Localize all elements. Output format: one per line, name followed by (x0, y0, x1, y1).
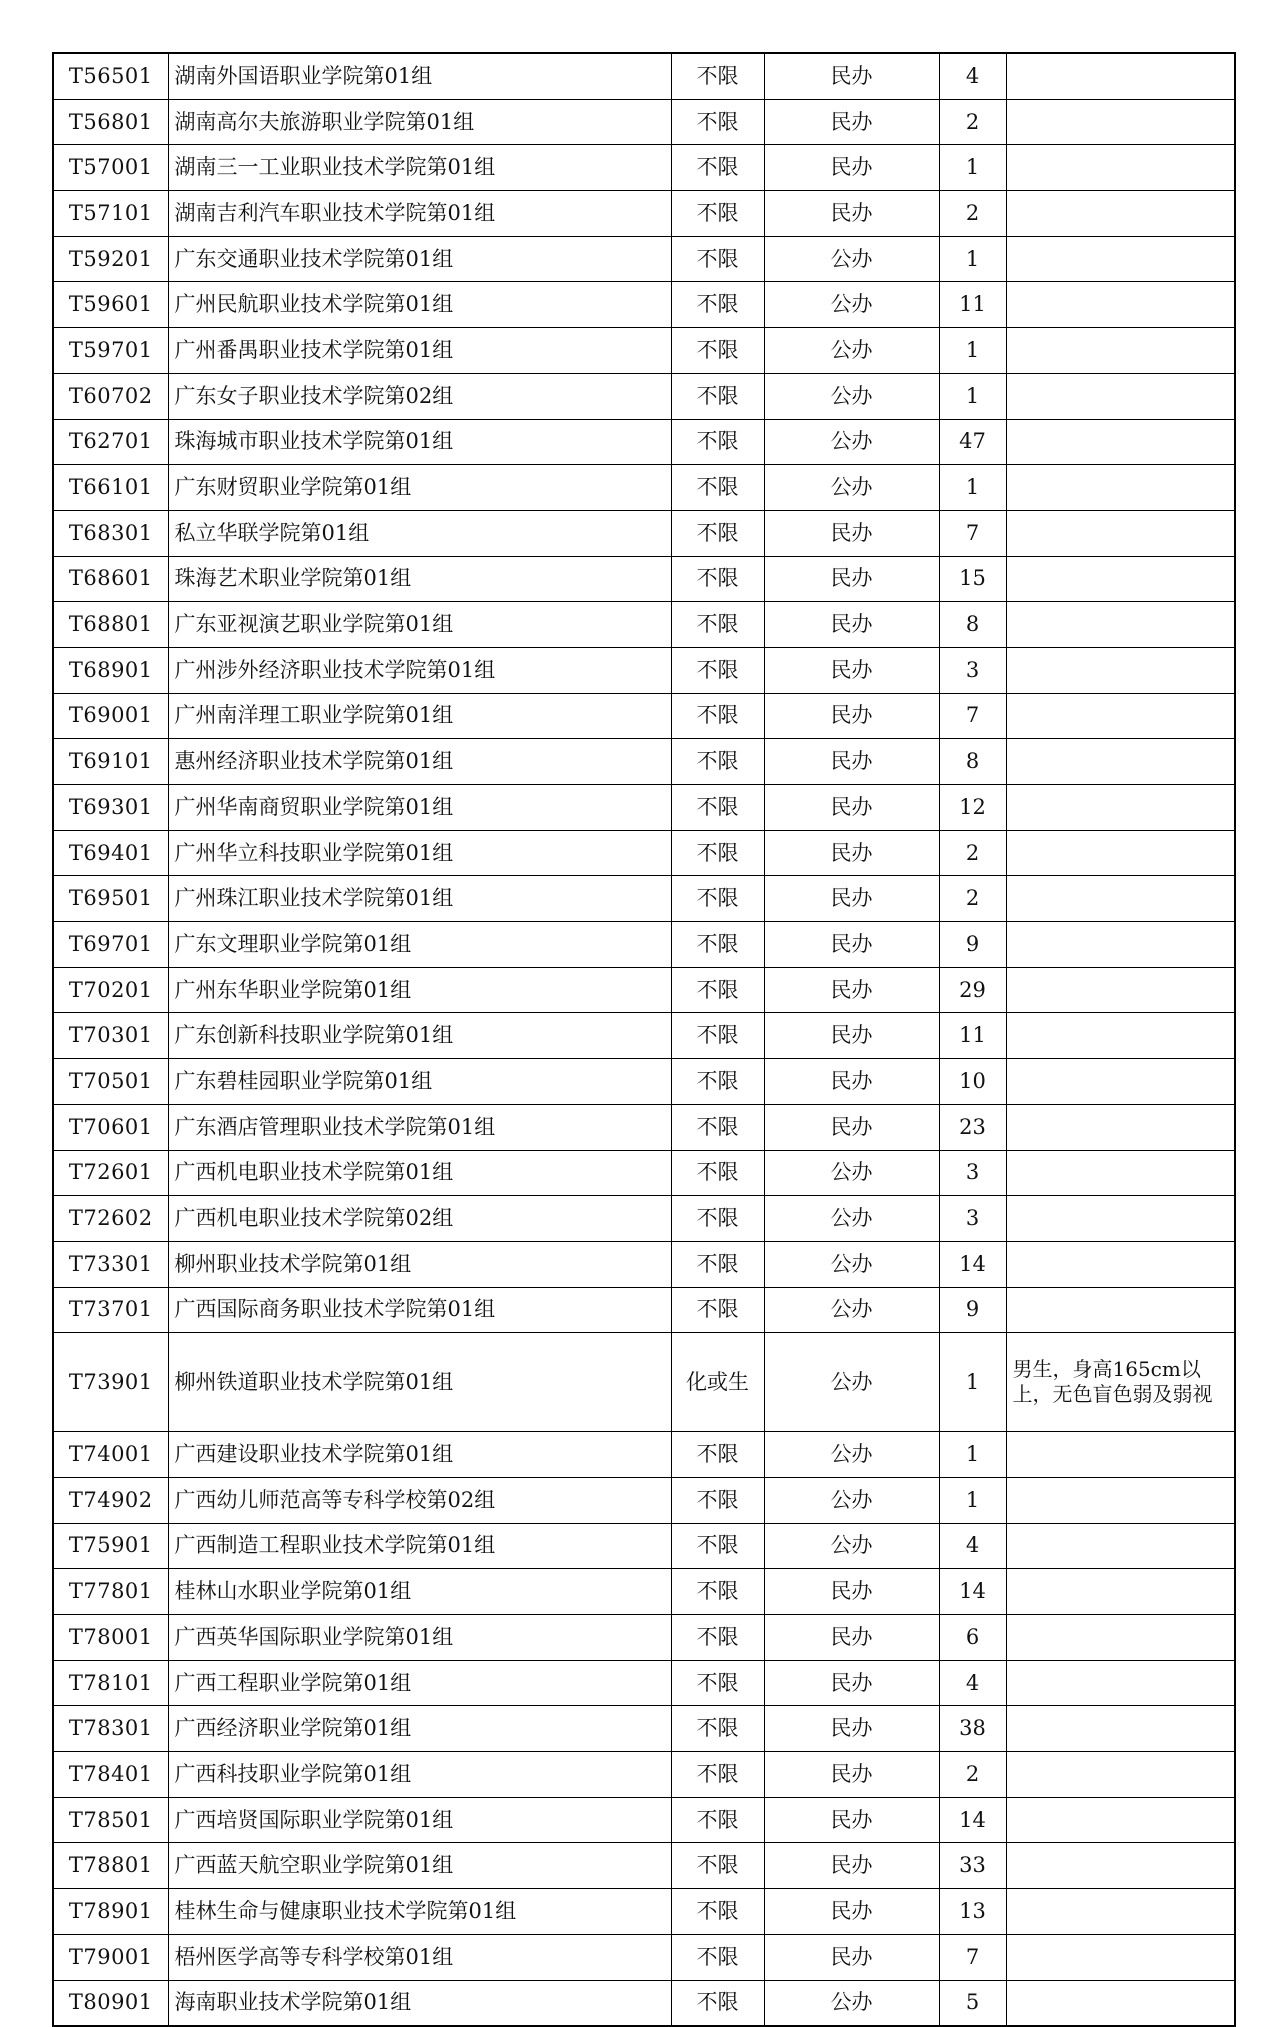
school-group-name-cell: 广东交通职业技术学院第01组 (168, 236, 671, 282)
remark-cell (1006, 1752, 1235, 1798)
school-group-name-cell: 广东亚视演艺职业学院第01组 (168, 602, 671, 648)
school-type-cell: 公办 (764, 1980, 939, 2026)
enrollment-plan-table (52, 52, 1236, 2027)
school-type-cell: 民办 (764, 876, 939, 922)
subject-requirement-cell: 不限 (671, 373, 764, 419)
plan-count-cell: 9 (939, 922, 1006, 968)
school-group-name-cell: 广西英华国际职业学院第01组 (168, 1615, 671, 1661)
remark-cell (1006, 1059, 1235, 1105)
school-group-name-cell: 广西制造工程职业技术学院第01组 (168, 1523, 671, 1569)
remark-cell (1006, 1241, 1235, 1287)
group-code-cell: T75901 (53, 1523, 168, 1569)
plan-count-cell: 33 (939, 1843, 1006, 1889)
school-group-name-cell: 广州民航职业技术学院第01组 (168, 282, 671, 328)
school-group-name-cell: 桂林生命与健康职业技术学院第01组 (168, 1889, 671, 1935)
group-code-cell: T78301 (53, 1706, 168, 1752)
school-group-name-cell: 广西机电职业技术学院第01组 (168, 1150, 671, 1196)
remark-cell (1006, 145, 1235, 191)
school-group-name-cell: 珠海城市职业技术学院第01组 (168, 419, 671, 465)
school-type-cell: 民办 (764, 1706, 939, 1752)
plan-count-cell: 5 (939, 1980, 1006, 2026)
subject-requirement-cell: 不限 (671, 510, 764, 556)
school-type-cell: 民办 (764, 602, 939, 648)
remark-cell (1006, 99, 1235, 145)
table-row (53, 145, 1235, 191)
remark-cell (1006, 465, 1235, 511)
plan-count-cell: 2 (939, 1752, 1006, 1798)
school-type-cell: 公办 (764, 1150, 939, 1196)
subject-requirement-cell: 不限 (671, 922, 764, 968)
table-row (53, 922, 1235, 968)
subject-requirement-cell: 不限 (671, 53, 764, 99)
school-type-cell: 公办 (764, 1477, 939, 1523)
plan-count-cell: 7 (939, 1934, 1006, 1980)
plan-count-cell: 14 (939, 1569, 1006, 1615)
enrollment-plan-sheet (52, 52, 1234, 2027)
group-code-cell: T60702 (53, 373, 168, 419)
group-code-cell: T74902 (53, 1477, 168, 1523)
school-type-cell: 民办 (764, 53, 939, 99)
table-row (53, 1104, 1235, 1150)
school-type-cell: 民办 (764, 1889, 939, 1935)
remark-cell (1006, 739, 1235, 785)
table-row (53, 1196, 1235, 1242)
plan-count-cell: 2 (939, 830, 1006, 876)
school-group-name-cell: 广州华立科技职业学院第01组 (168, 830, 671, 876)
school-group-name-cell: 桂林山水职业学院第01组 (168, 1569, 671, 1615)
plan-count-cell: 14 (939, 1797, 1006, 1843)
subject-requirement-cell: 不限 (671, 830, 764, 876)
table-row (53, 465, 1235, 511)
school-type-cell: 公办 (764, 282, 939, 328)
group-code-cell: T59201 (53, 236, 168, 282)
group-code-cell: T57001 (53, 145, 168, 191)
group-code-cell: T68301 (53, 510, 168, 556)
school-type-cell: 公办 (764, 328, 939, 374)
school-group-name-cell: 广州南洋理工职业学院第01组 (168, 693, 671, 739)
subject-requirement-cell: 不限 (671, 739, 764, 785)
remark-cell (1006, 1660, 1235, 1706)
school-group-name-cell: 湖南高尔夫旅游职业学院第01组 (168, 99, 671, 145)
school-group-name-cell: 广州涉外经济职业技术学院第01组 (168, 647, 671, 693)
subject-requirement-cell: 不限 (671, 1432, 764, 1478)
plan-count-cell: 15 (939, 556, 1006, 602)
subject-requirement-cell: 不限 (671, 465, 764, 511)
remark-cell (1006, 236, 1235, 282)
subject-requirement-cell: 不限 (671, 1059, 764, 1105)
plan-count-cell: 1 (939, 373, 1006, 419)
school-group-name-cell: 私立华联学院第01组 (168, 510, 671, 556)
subject-requirement-cell: 不限 (671, 1615, 764, 1661)
school-type-cell: 民办 (764, 1104, 939, 1150)
table-row (53, 373, 1235, 419)
subject-requirement-cell: 不限 (671, 1980, 764, 2026)
group-code-cell: T69101 (53, 739, 168, 785)
group-code-cell: T78101 (53, 1660, 168, 1706)
school-type-cell: 公办 (764, 373, 939, 419)
plan-count-cell: 13 (939, 1889, 1006, 1935)
table-row (53, 1752, 1235, 1798)
school-group-name-cell: 广西国际商务职业技术学院第01组 (168, 1287, 671, 1333)
plan-count-cell: 1 (939, 328, 1006, 374)
subject-requirement-cell: 不限 (671, 236, 764, 282)
school-type-cell: 民办 (764, 1752, 939, 1798)
school-type-cell: 民办 (764, 1615, 939, 1661)
table-row (53, 1477, 1235, 1523)
plan-count-cell: 1 (939, 1333, 1006, 1432)
table-row (53, 53, 1235, 99)
remark-cell (1006, 1523, 1235, 1569)
remark-cell (1006, 1843, 1235, 1889)
table-row (53, 1615, 1235, 1661)
table-row (53, 1523, 1235, 1569)
plan-count-cell: 8 (939, 739, 1006, 785)
group-code-cell: T59601 (53, 282, 168, 328)
group-code-cell: T73901 (53, 1333, 168, 1432)
table-row (53, 693, 1235, 739)
school-type-cell: 民办 (764, 1843, 939, 1889)
table-row (53, 1980, 1235, 2026)
plan-count-cell: 7 (939, 693, 1006, 739)
plan-count-cell: 6 (939, 1615, 1006, 1661)
school-type-cell: 民办 (764, 1797, 939, 1843)
plan-count-cell: 11 (939, 282, 1006, 328)
remark-cell (1006, 1477, 1235, 1523)
remark-cell (1006, 53, 1235, 99)
group-code-cell: T77801 (53, 1569, 168, 1615)
group-code-cell: T66101 (53, 465, 168, 511)
remark-cell (1006, 1706, 1235, 1752)
group-code-cell: T73701 (53, 1287, 168, 1333)
plan-count-cell: 8 (939, 602, 1006, 648)
school-type-cell: 民办 (764, 1569, 939, 1615)
school-group-name-cell: 广州珠江职业技术学院第01组 (168, 876, 671, 922)
school-group-name-cell: 广西科技职业学院第01组 (168, 1752, 671, 1798)
subject-requirement-cell: 不限 (671, 1569, 764, 1615)
subject-requirement-cell: 不限 (671, 1104, 764, 1150)
remark-cell (1006, 602, 1235, 648)
school-group-name-cell: 湖南外国语职业学院第01组 (168, 53, 671, 99)
school-type-cell: 公办 (764, 1287, 939, 1333)
remark-cell (1006, 1615, 1235, 1661)
school-type-cell: 民办 (764, 1660, 939, 1706)
remark-cell (1006, 282, 1235, 328)
group-code-cell: T70201 (53, 967, 168, 1013)
table-row (53, 556, 1235, 602)
plan-count-cell: 4 (939, 1523, 1006, 1569)
group-code-cell: T78001 (53, 1615, 168, 1661)
table-row (53, 647, 1235, 693)
plan-count-cell: 2 (939, 99, 1006, 145)
group-code-cell: T78901 (53, 1889, 168, 1935)
group-code-cell: T73301 (53, 1241, 168, 1287)
table-body (53, 53, 1235, 2026)
group-code-cell: T69401 (53, 830, 168, 876)
group-code-cell: T72602 (53, 1196, 168, 1242)
plan-count-cell: 14 (939, 1241, 1006, 1287)
school-group-name-cell: 广东创新科技职业学院第01组 (168, 1013, 671, 1059)
group-code-cell: T68801 (53, 602, 168, 648)
plan-count-cell: 2 (939, 191, 1006, 237)
table-row (53, 1797, 1235, 1843)
school-type-cell: 民办 (764, 99, 939, 145)
school-group-name-cell: 广州华南商贸职业学院第01组 (168, 785, 671, 831)
table-row (53, 1150, 1235, 1196)
subject-requirement-cell: 不限 (671, 145, 764, 191)
school-type-cell: 民办 (764, 510, 939, 556)
table-row (53, 1889, 1235, 1935)
remark-cell (1006, 1013, 1235, 1059)
plan-count-cell: 1 (939, 465, 1006, 511)
subject-requirement-cell: 不限 (671, 556, 764, 602)
group-code-cell: T70501 (53, 1059, 168, 1105)
table-row (53, 967, 1235, 1013)
school-type-cell: 民办 (764, 647, 939, 693)
remark-cell: 男生，身高165cm以上，无色盲色弱及弱视 (1006, 1333, 1235, 1432)
remark-cell (1006, 1797, 1235, 1843)
table-row (53, 99, 1235, 145)
subject-requirement-cell: 不限 (671, 876, 764, 922)
table-row (53, 1241, 1235, 1287)
plan-count-cell: 3 (939, 1196, 1006, 1242)
school-type-cell: 民办 (764, 967, 939, 1013)
remark-cell (1006, 556, 1235, 602)
subject-requirement-cell: 不限 (671, 1523, 764, 1569)
school-type-cell: 公办 (764, 1523, 939, 1569)
table-row (53, 236, 1235, 282)
subject-requirement-cell: 不限 (671, 419, 764, 465)
group-code-cell: T62701 (53, 419, 168, 465)
subject-requirement-cell: 不限 (671, 785, 764, 831)
school-group-name-cell: 柳州职业技术学院第01组 (168, 1241, 671, 1287)
group-code-cell: T69001 (53, 693, 168, 739)
remark-cell (1006, 967, 1235, 1013)
plan-count-cell: 10 (939, 1059, 1006, 1105)
subject-requirement-cell: 不限 (671, 1797, 764, 1843)
school-group-name-cell: 广西蓝天航空职业学院第01组 (168, 1843, 671, 1889)
plan-count-cell: 12 (939, 785, 1006, 831)
group-code-cell: T72601 (53, 1150, 168, 1196)
school-group-name-cell: 广东财贸职业学院第01组 (168, 465, 671, 511)
table-row (53, 1660, 1235, 1706)
group-code-cell: T78801 (53, 1843, 168, 1889)
school-type-cell: 公办 (764, 1432, 939, 1478)
group-code-cell: T69701 (53, 922, 168, 968)
remark-cell (1006, 373, 1235, 419)
plan-count-cell: 2 (939, 876, 1006, 922)
school-type-cell: 民办 (764, 191, 939, 237)
group-code-cell: T79001 (53, 1934, 168, 1980)
subject-requirement-cell: 不限 (671, 1843, 764, 1889)
school-type-cell: 民办 (764, 693, 939, 739)
plan-count-cell: 23 (939, 1104, 1006, 1150)
subject-requirement-cell: 不限 (671, 1706, 764, 1752)
school-type-cell: 公办 (764, 465, 939, 511)
table-row (53, 1013, 1235, 1059)
subject-requirement-cell: 不限 (671, 647, 764, 693)
school-type-cell: 民办 (764, 556, 939, 602)
school-group-name-cell: 广州东华职业学院第01组 (168, 967, 671, 1013)
remark-cell (1006, 1934, 1235, 1980)
group-code-cell: T56801 (53, 99, 168, 145)
group-code-cell: T78501 (53, 1797, 168, 1843)
school-group-name-cell: 广西机电职业技术学院第02组 (168, 1196, 671, 1242)
table-row (53, 328, 1235, 374)
table-row (53, 1287, 1235, 1333)
table-row (53, 1934, 1235, 1980)
table-row (53, 1843, 1235, 1889)
subject-requirement-cell: 不限 (671, 191, 764, 237)
school-type-cell: 民办 (764, 1934, 939, 1980)
school-type-cell: 民办 (764, 739, 939, 785)
table-row (53, 1333, 1235, 1432)
school-group-name-cell: 广州番禺职业技术学院第01组 (168, 328, 671, 374)
group-code-cell: T70301 (53, 1013, 168, 1059)
school-type-cell: 民办 (764, 1059, 939, 1105)
remark-cell (1006, 1432, 1235, 1478)
plan-count-cell: 1 (939, 236, 1006, 282)
subject-requirement-cell: 不限 (671, 1013, 764, 1059)
table-row (53, 602, 1235, 648)
plan-count-cell: 3 (939, 647, 1006, 693)
group-code-cell: T69501 (53, 876, 168, 922)
plan-count-cell: 29 (939, 967, 1006, 1013)
school-type-cell: 民办 (764, 785, 939, 831)
school-group-name-cell: 广西经济职业学院第01组 (168, 1706, 671, 1752)
school-group-name-cell: 广西培贤国际职业学院第01组 (168, 1797, 671, 1843)
remark-cell (1006, 191, 1235, 237)
subject-requirement-cell: 不限 (671, 1889, 764, 1935)
school-group-name-cell: 广东碧桂园职业学院第01组 (168, 1059, 671, 1105)
school-type-cell: 民办 (764, 922, 939, 968)
plan-count-cell: 9 (939, 1287, 1006, 1333)
plan-count-cell: 38 (939, 1706, 1006, 1752)
remark-cell (1006, 1287, 1235, 1333)
school-type-cell: 民办 (764, 830, 939, 876)
group-code-cell: T69301 (53, 785, 168, 831)
subject-requirement-cell: 不限 (671, 693, 764, 739)
plan-count-cell: 1 (939, 145, 1006, 191)
subject-requirement-cell: 不限 (671, 1477, 764, 1523)
school-group-name-cell: 惠州经济职业技术学院第01组 (168, 739, 671, 785)
table-row (53, 419, 1235, 465)
group-code-cell: T68901 (53, 647, 168, 693)
table-row (53, 1569, 1235, 1615)
school-type-cell: 公办 (764, 419, 939, 465)
school-group-name-cell: 梧州医学高等专科学校第01组 (168, 1934, 671, 1980)
table-row (53, 876, 1235, 922)
table-row (53, 1059, 1235, 1105)
subject-requirement-cell: 不限 (671, 1660, 764, 1706)
remark-cell (1006, 876, 1235, 922)
school-group-name-cell: 珠海艺术职业学院第01组 (168, 556, 671, 602)
group-code-cell: T59701 (53, 328, 168, 374)
remark-cell (1006, 647, 1235, 693)
remark-cell (1006, 1196, 1235, 1242)
subject-requirement-cell: 不限 (671, 328, 764, 374)
group-code-cell: T78401 (53, 1752, 168, 1798)
group-code-cell: T56501 (53, 53, 168, 99)
group-code-cell: T80901 (53, 1980, 168, 2026)
subject-requirement-cell: 不限 (671, 1752, 764, 1798)
remark-cell (1006, 1104, 1235, 1150)
school-type-cell: 公办 (764, 1333, 939, 1432)
school-type-cell: 民办 (764, 145, 939, 191)
school-type-cell: 民办 (764, 1013, 939, 1059)
remark-cell (1006, 1150, 1235, 1196)
subject-requirement-cell: 化或生 (671, 1333, 764, 1432)
subject-requirement-cell: 不限 (671, 1287, 764, 1333)
group-code-cell: T74001 (53, 1432, 168, 1478)
plan-count-cell: 11 (939, 1013, 1006, 1059)
school-group-name-cell: 海南职业技术学院第01组 (168, 1980, 671, 2026)
table-row (53, 1706, 1235, 1752)
remark-cell (1006, 510, 1235, 556)
subject-requirement-cell: 不限 (671, 967, 764, 1013)
table-row (53, 191, 1235, 237)
school-group-name-cell: 广东女子职业技术学院第02组 (168, 373, 671, 419)
table-row (53, 830, 1235, 876)
school-group-name-cell: 广西幼儿师范高等专科学校第02组 (168, 1477, 671, 1523)
subject-requirement-cell: 不限 (671, 1150, 764, 1196)
table-row (53, 282, 1235, 328)
group-code-cell: T68601 (53, 556, 168, 602)
school-group-name-cell: 湖南三一工业职业技术学院第01组 (168, 145, 671, 191)
remark-cell (1006, 830, 1235, 876)
school-group-name-cell: 广西工程职业学院第01组 (168, 1660, 671, 1706)
plan-count-cell: 1 (939, 1477, 1006, 1523)
table-row (53, 785, 1235, 831)
remark-cell (1006, 1889, 1235, 1935)
plan-count-cell: 3 (939, 1150, 1006, 1196)
remark-cell (1006, 1980, 1235, 2026)
school-type-cell: 公办 (764, 236, 939, 282)
school-type-cell: 公办 (764, 1196, 939, 1242)
plan-count-cell: 7 (939, 510, 1006, 556)
plan-count-cell: 1 (939, 1432, 1006, 1478)
group-code-cell: T57101 (53, 191, 168, 237)
school-group-name-cell: 湖南吉利汽车职业技术学院第01组 (168, 191, 671, 237)
subject-requirement-cell: 不限 (671, 1196, 764, 1242)
remark-cell (1006, 1569, 1235, 1615)
remark-cell (1006, 922, 1235, 968)
group-code-cell: T70601 (53, 1104, 168, 1150)
school-type-cell: 公办 (764, 1241, 939, 1287)
plan-count-cell: 4 (939, 1660, 1006, 1706)
remark-cell (1006, 693, 1235, 739)
remark-cell (1006, 785, 1235, 831)
plan-count-cell: 47 (939, 419, 1006, 465)
school-group-name-cell: 柳州铁道职业技术学院第01组 (168, 1333, 671, 1432)
table-row (53, 1432, 1235, 1478)
school-group-name-cell: 广西建设职业技术学院第01组 (168, 1432, 671, 1478)
remark-cell (1006, 328, 1235, 374)
subject-requirement-cell: 不限 (671, 602, 764, 648)
remark-cell (1006, 419, 1235, 465)
table-row (53, 510, 1235, 556)
subject-requirement-cell: 不限 (671, 282, 764, 328)
school-group-name-cell: 广东文理职业学院第01组 (168, 922, 671, 968)
subject-requirement-cell: 不限 (671, 99, 764, 145)
subject-requirement-cell: 不限 (671, 1934, 764, 1980)
subject-requirement-cell: 不限 (671, 1241, 764, 1287)
school-group-name-cell: 广东酒店管理职业技术学院第01组 (168, 1104, 671, 1150)
table-row (53, 739, 1235, 785)
plan-count-cell: 4 (939, 53, 1006, 99)
